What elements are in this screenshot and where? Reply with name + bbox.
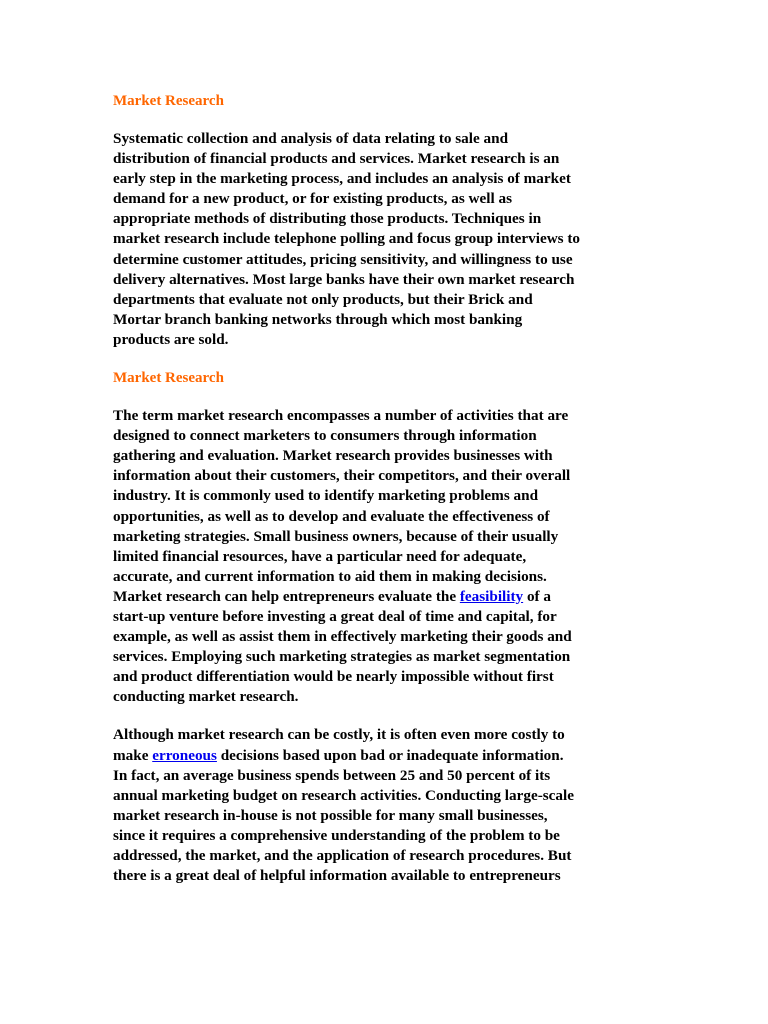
text-segment: make	[113, 746, 153, 764]
text-line	[113, 209, 658, 229]
text-line	[113, 866, 658, 886]
text-segment: appropriate methods of distributing those products. Techniques in	[113, 210, 542, 228]
text-segment: delivery alternatives. Most large banks have their own market research	[113, 270, 575, 288]
link-erroneous[interactable]: erroneous	[152, 746, 217, 764]
text-line	[113, 189, 658, 209]
text-line	[113, 507, 658, 527]
text-line	[113, 149, 658, 169]
text-line	[113, 466, 658, 486]
text-line	[113, 527, 658, 547]
text-line	[113, 406, 658, 426]
text-segment: industry. It is commonly used to identify marketing problems and	[113, 487, 539, 505]
text-line	[113, 486, 658, 506]
text-segment: distribution of financial products and services. Market research is an	[113, 150, 560, 168]
text-line	[113, 587, 658, 607]
text-segment: addressed, the market, and the application of research procedures. But	[113, 847, 572, 864]
text-segment: products are sold.	[113, 330, 229, 348]
text-line	[113, 687, 658, 707]
text-segment: services. Employing such marketing strategies as market segmentation	[113, 648, 571, 666]
text-line	[113, 547, 658, 567]
document-page	[113, 91, 658, 904]
text-segment: gathering and evaluation. Market research provides businesses with	[113, 447, 553, 465]
text-segment: conducting market research.	[113, 688, 299, 706]
text-segment: there is a great deal of helpful information available to entrepreneurs	[113, 867, 561, 885]
text-segment: information about their customers, their competitors, and their overall	[113, 467, 571, 485]
text-segment: departments that evaluate not only products, but their Brick and	[113, 290, 533, 308]
text-segment: demand for a new product, or for existing products, as well as	[113, 190, 512, 208]
paragraph	[113, 725, 658, 886]
text-segment: Market research can help entrepreneurs evaluate the	[113, 587, 460, 605]
text-line	[113, 330, 658, 350]
text-line	[113, 169, 658, 189]
text-line	[113, 786, 658, 806]
text-segment: limited financial resources, have a particular need for adequate,	[113, 547, 527, 565]
text-segment: early step in the marketing process, and includes an analysis of market	[113, 170, 571, 188]
text-line	[113, 270, 658, 290]
text-line	[113, 627, 658, 647]
text-segment: market research include telephone polling and focus group interviews to	[113, 230, 581, 248]
text-segment: The term market research encompasses a number of activities that are	[113, 407, 569, 425]
text-segment: decisions based upon bad or inadequate information.	[216, 746, 564, 764]
text-line	[113, 846, 658, 866]
text-line	[113, 725, 658, 745]
text-line	[113, 647, 658, 667]
text-segment: example, as well as assist them in effectively marketing their goods and	[113, 628, 572, 646]
text-line	[113, 567, 658, 587]
text-line	[113, 766, 658, 786]
text-line	[113, 250, 658, 270]
text-segment: Although market research can be costly, it is often even more costly to	[113, 726, 565, 744]
text-segment: since it requires a comprehensive understanding of the problem to be	[113, 826, 560, 844]
text-line	[113, 129, 658, 149]
text-line	[113, 229, 658, 249]
section-heading: Market Research	[113, 370, 224, 387]
text-segment: of a	[523, 587, 551, 605]
paragraph	[113, 129, 658, 350]
text-line	[113, 746, 658, 766]
text-line	[113, 446, 658, 466]
paragraph	[113, 406, 658, 707]
text-segment: opportunities, as well as to develop and evaluate the effectiveness of	[113, 507, 550, 525]
text-line	[113, 426, 658, 446]
text-segment: start-up venture before investing a great deal of time and capital, for	[113, 607, 557, 625]
document-body	[113, 91, 658, 886]
text-segment: Systematic collection and analysis of data relating to sale and	[113, 130, 509, 147]
text-segment: Mortar branch banking networks through which most banking	[113, 310, 523, 328]
text-line	[113, 826, 658, 846]
text-line	[113, 290, 658, 310]
link-feasibility[interactable]: feasibility	[459, 587, 524, 605]
text-line	[113, 310, 658, 330]
text-segment: designed to connect marketers to consumers through information	[113, 427, 537, 445]
text-segment: market research in-house is not possible for many small businesses,	[113, 806, 548, 824]
section-heading: Market Research	[113, 93, 224, 109]
text-segment: and product differentiation would be nearly impossible without first	[113, 668, 554, 686]
text-line	[113, 607, 658, 627]
text-segment: accurate, and current information to aid them in making decisions.	[113, 567, 547, 585]
text-line	[113, 806, 658, 826]
text-segment: determine customer attitudes, pricing sensitivity, and willingness to use	[113, 250, 573, 268]
text-segment: In fact, an average business spends between 25 and 50 percent of its	[113, 766, 551, 784]
text-line	[113, 667, 658, 687]
text-segment: marketing strategies. Small business owners, because of their usually	[113, 527, 559, 545]
text-segment: annual marketing budget on research activities. Conducting large-scale	[113, 786, 574, 804]
